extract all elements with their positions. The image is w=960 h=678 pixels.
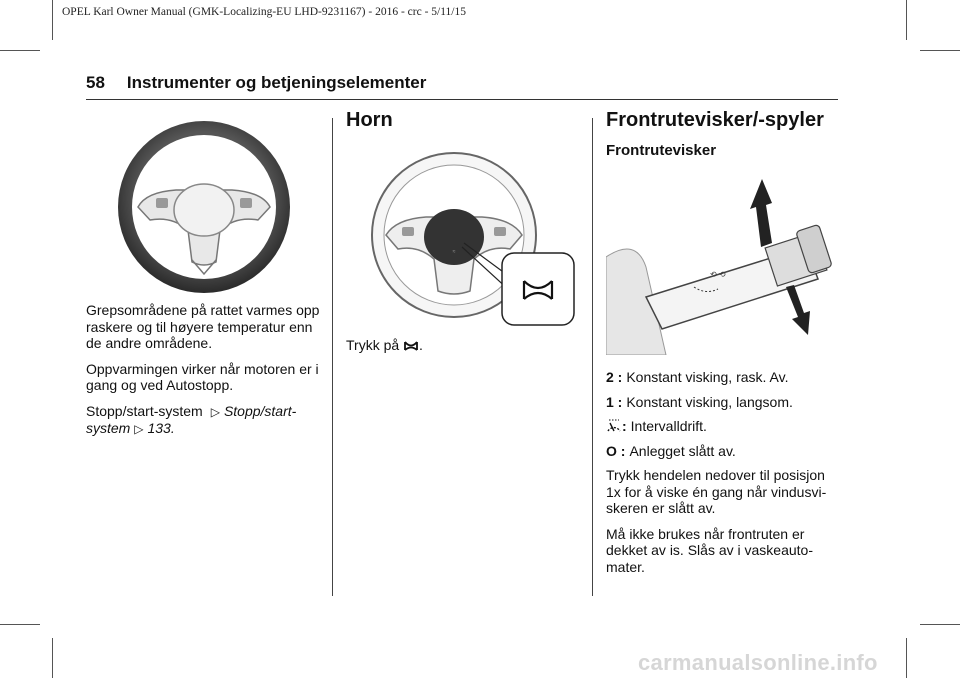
column-divider [332,118,333,596]
page-number: 58 [86,73,105,92]
column-1 [86,112,320,447]
cross-reference: Stopp/start-system ▷ Stopp/start-system ▷ 133. [86,402,297,436]
horn-icon [403,340,419,352]
crop-mark [920,624,960,625]
section-title: Instrumenter og betjeningselementer [126,73,427,92]
paragraph: Grepsområdene på rattet varmes opp raskere og til høyere temperatur enn de andre områdene. [86,302,320,351]
column-divider [592,118,593,596]
subheading-wiper: Frontrutevisker [606,141,717,159]
crop-mark [52,638,53,678]
svg-text:⟲ ⟲: ⟲ ⟲ [710,270,726,279]
document-meta: OPEL Karl Owner Manual (GMK-Localizing-EU LHD-9231167) - 2016 - crc - 5/11/15 [62,6,466,18]
column-3 [606,109,840,584]
crop-mark [906,0,907,40]
horn-steering-wheel-illustration [346,143,582,333]
watermark: carmanualsonline.info [638,650,878,675]
section-heading-wiper: Frontrutevisker/-spyler [606,109,824,131]
horn-instruction: Trykk på . [346,336,423,353]
wiper-position-1: 1 : Konstant visking, langsom. [606,393,793,410]
paragraph: Må ikke brukes når frontruten er dekket av is. Slås av i vaskeauto- mater. [606,525,813,575]
xref-page[interactable]: 133. [147,420,175,436]
page-heading [86,73,846,93]
heated-steering-wheel-illustration [86,112,320,302]
xref-arrow-icon: ▷ [134,422,144,436]
wiper-lever-illustration [606,167,840,355]
paragraph: Oppvarmingen virker når motoren er i gang og ved Autostopp. [86,360,319,393]
wiper-position-2: 2 : Konstant visking, rask. Av. [606,369,789,385]
paragraph: Trykk hendelen nedover til posisjon 1x for å viske én gang når vindusvi- skeren er slått av. [606,467,827,516]
crop-mark [920,50,960,51]
crop-mark [52,0,53,40]
crop-mark [0,50,40,51]
xref-arrow-icon: ▷ [210,404,220,419]
crop-mark [906,638,907,678]
wiper-position-off: O : Anlegget slått av. [606,442,736,459]
header-rule [86,99,838,100]
wiper-position-interval: : Intervalldrift. [606,418,840,435]
svg-text:≈: ≈ [452,248,456,255]
interval-wiper-icon [606,419,622,433]
column-2 [346,109,582,362]
section-heading-horn: Horn [346,109,393,131]
crop-mark [0,624,40,625]
xref-link[interactable]: Stopp/start-system [86,402,297,436]
